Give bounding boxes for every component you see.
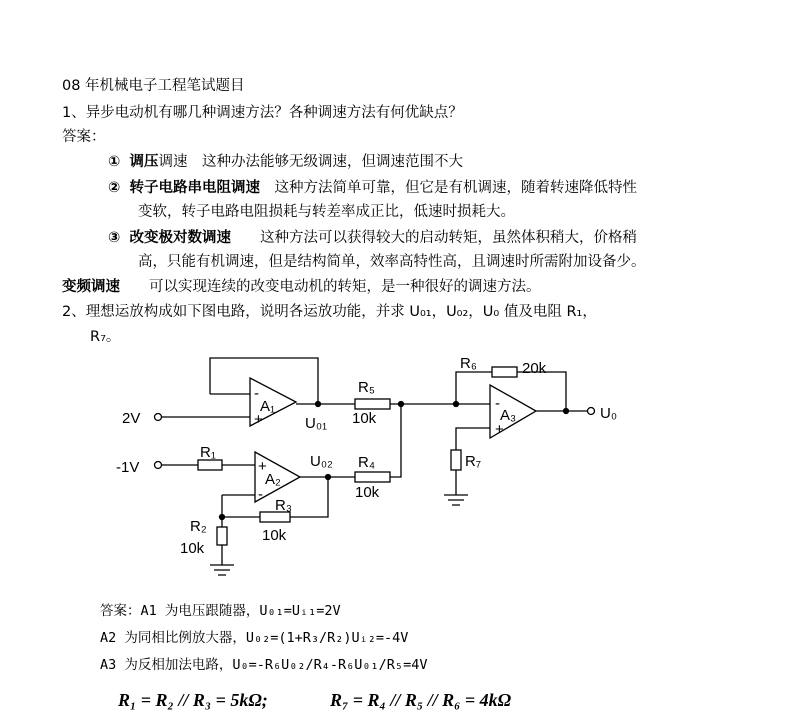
method-name: 转子电路串电阻调速: [129, 180, 260, 196]
node: [326, 475, 331, 480]
label-r5: R₅: [358, 379, 375, 396]
wire: [210, 358, 490, 404]
method-2-cont: 变软，转子电路电阻损耗与转差率成正比，低速时损耗大。: [138, 204, 515, 220]
equation-r7: R₇ = R₄ // R₅ // R₆ = 4kΩ: [330, 690, 512, 710]
output-terminal: [588, 408, 595, 415]
question-2: 2、理想运放构成如下图电路，说明各运放功能，并求 U₀₁，U₀₂，U₀ 值及电阻 R₁，: [62, 304, 597, 320]
label-uo2: U₀₂: [310, 453, 333, 470]
wire: [444, 372, 587, 505]
svg-text:-: -: [258, 486, 263, 503]
label-a1: A₁: [260, 398, 276, 415]
doc-title: 08 年机械电子工程笔试题目: [62, 78, 245, 94]
input-terminal-neg1v: [155, 462, 162, 469]
answer-line-2: A2 为同相比例放大器，U₀₂=(1+R₃/R₂)Uᵢ₂=-4V: [100, 630, 409, 646]
svg-text:-: -: [495, 395, 500, 412]
svg-text:-: -: [254, 385, 259, 402]
label-uo1: U₀₁: [305, 415, 328, 432]
method-num: ①: [108, 154, 121, 170]
method-desc: 这种方法可以获得较大的启动转矩，虽然体积稍大，价格稍: [231, 230, 637, 246]
label-2v: 2V: [122, 410, 141, 427]
answer-line-3: A3 为反相加法电路，U₀=-R₆U₀₂/R₄-R₆U₀₁/R₅=4V: [100, 657, 428, 673]
method-desc: 可以实现连续的改变电动机的转矩，是一种很好的调速方法。: [120, 279, 541, 295]
label-r2: R₂: [190, 518, 207, 535]
label-r4: R₄: [358, 454, 375, 471]
label-neg1v: -1V: [116, 459, 140, 476]
label-r1: R₁: [200, 444, 216, 461]
method-name: 调压: [129, 154, 159, 170]
method-num: ②: [108, 180, 121, 196]
svg-text:+: +: [495, 421, 504, 438]
method-name: 变频调速: [62, 279, 120, 295]
label-r6-value: 20k: [522, 360, 547, 377]
label-r5-value: 10k: [352, 410, 377, 427]
node: [220, 515, 225, 520]
question-1: 1、异步电动机有哪几种调速方法？各种调速方法有何优缺点？: [62, 105, 463, 121]
method-num: ③: [108, 230, 121, 246]
label-r4-value: 10k: [355, 484, 380, 501]
label-r2-value: 10k: [180, 540, 205, 557]
node: [564, 409, 569, 414]
method-3-cont: 高，只能有机调速，但是结构简单，效率高特性高，且调速时所需附加设备少。: [138, 254, 646, 270]
method-desc: 调速 这种办法能够无级调速，但调速范围不大: [158, 154, 463, 170]
resistor-r5: [355, 399, 390, 409]
method-name: 改变极对数调速: [129, 230, 231, 246]
answer-label: 答案：: [62, 129, 106, 145]
resistor-r7: [451, 450, 461, 470]
resistor-r2: [217, 527, 227, 545]
label-a2: A₂: [265, 471, 281, 488]
question-2-cont: R₇。: [90, 329, 121, 345]
equation-r1: R₁ = R₂ // R₃ = 5kΩ;: [118, 690, 268, 710]
input-terminal-2v: [155, 414, 162, 421]
label-r3: R₃: [275, 497, 292, 514]
svg-text:+: +: [254, 411, 263, 428]
label-r3-value: 10k: [262, 527, 287, 544]
label-r7: R₇: [465, 453, 481, 470]
label-a3: A₃: [500, 407, 517, 424]
label-uo: U₀: [600, 405, 618, 422]
resistor-r4: [355, 472, 390, 482]
resistor-r6: [492, 367, 517, 377]
method-desc: 这种方法简单可靠，但它是有机调速，随着转速降低特性: [260, 180, 637, 196]
label-r6: R₆: [460, 355, 477, 372]
svg-text:+: +: [258, 458, 267, 475]
resistor-r1: [198, 460, 222, 470]
node: [316, 402, 321, 407]
answer-line-1: 答案：A1 为电压跟随器，U₀₁=Uᵢ₁=2V: [100, 603, 341, 619]
